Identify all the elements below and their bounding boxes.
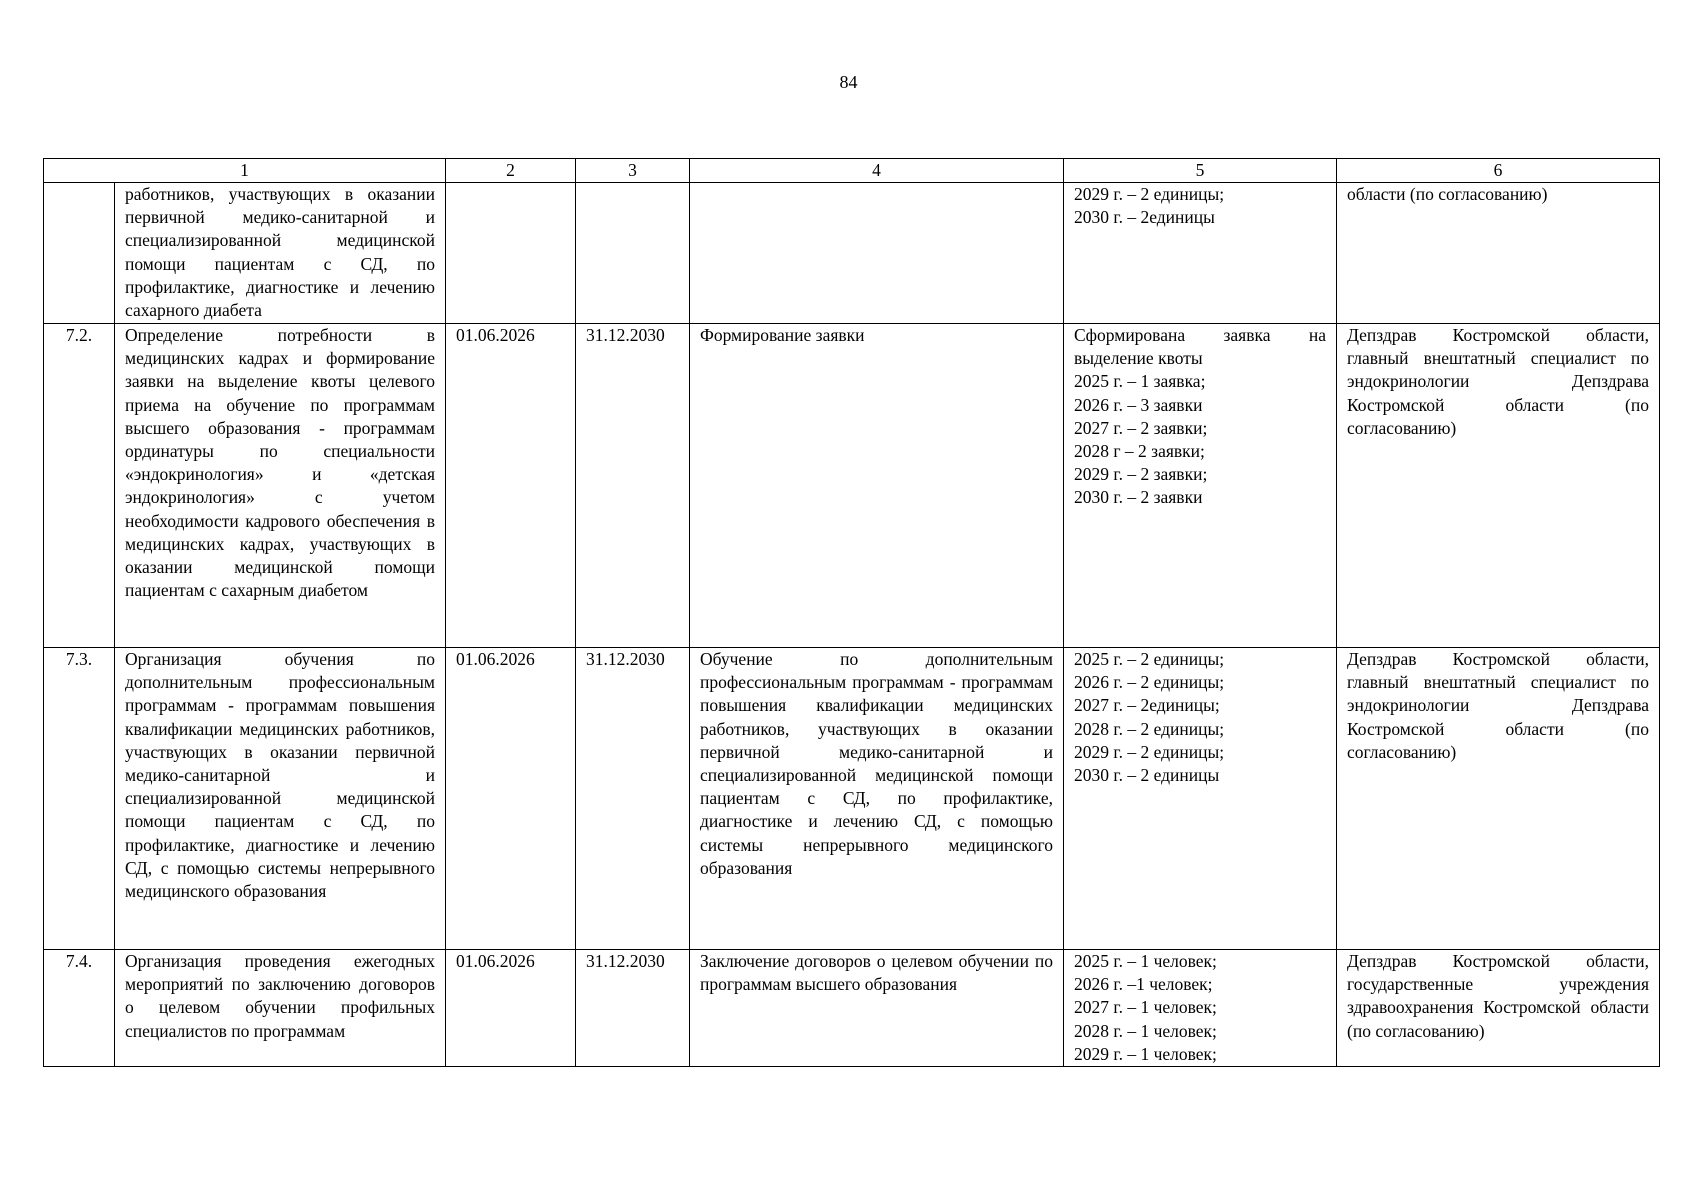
- indicator-line: 2028 г. – 2 единицы;: [1074, 718, 1225, 739]
- end-date-cell: 31.12.2030: [576, 950, 690, 1067]
- indicator-line: 2026 г. –1 человек;: [1074, 974, 1213, 995]
- table-row: [44, 183, 1660, 324]
- column-header-6: 6: [1337, 159, 1660, 183]
- result-cell: Формирование заявки: [690, 324, 1064, 648]
- plan-table: [43, 158, 1660, 1067]
- row-number: 7.3.: [44, 648, 115, 950]
- indicators-cell: [1064, 324, 1337, 648]
- start-date-cell: 01.06.2026: [446, 950, 576, 1067]
- end-date-cell: [576, 183, 690, 324]
- end-date-cell: 31.12.2030: [576, 324, 690, 648]
- row-number: 7.2.: [44, 324, 115, 648]
- column-header-1: 1: [44, 159, 446, 183]
- indicators-cell: [1064, 950, 1337, 1067]
- result-cell: Обучение по дополнительным профессиональным программам - программам повышения квалификации медицинских работников, участвующих в оказании первичной медико-санитарной и специализированной медицинской помощи пациентам с СД, по профилактике, диагностике и лечению СД, с помощью системы непрерывного медицинского образования: [690, 648, 1064, 950]
- column-header-4: 4: [690, 159, 1064, 183]
- column-header-3: 3: [576, 159, 690, 183]
- table-row: [44, 324, 1660, 648]
- table-row: [44, 648, 1660, 950]
- indicator-line: 2028 г. – 1 человек;: [1074, 1020, 1217, 1041]
- indicator-line: 2030 г. – 2единицы: [1074, 207, 1215, 228]
- indicator-line: 2025 г. – 2 единицы;: [1074, 649, 1225, 669]
- indicator-line: 2029 г. – 2 заявки;: [1074, 464, 1208, 485]
- column-header-2: 2: [446, 159, 576, 183]
- indicator-line: 2027 г. – 1 человек;: [1074, 997, 1217, 1018]
- indicator-line: 2025 г. – 1 заявка;: [1074, 371, 1206, 392]
- indicators-cell: [1064, 183, 1337, 324]
- result-cell: Заключение договоров о целевом обучении по программам высшего образования: [690, 950, 1064, 1067]
- start-date-cell: 01.06.2026: [446, 324, 576, 648]
- result-cell: [690, 183, 1064, 324]
- start-date-cell: 01.06.2026: [446, 648, 576, 950]
- table-row: [44, 950, 1660, 1067]
- indicator-line: 2029 г. – 1 человек;: [1074, 1043, 1217, 1064]
- indicator-line: 2027 г. – 2 заявки;: [1074, 417, 1208, 438]
- indicator-line: 2025 г. – 1 человек;: [1074, 951, 1217, 971]
- responsible-cell: Депздрав Костромской области, государственные учреждения здравоохранения Костромской области (по согласованию): [1337, 950, 1660, 1067]
- activity-cell: Организация обучения по дополнительным профессиональным программам - программам повышения квалификации медицинских работников, участвующих в оказании первичной медико-санитарной и специализированной медицинской помощи пациентам с СД, по профилактике, диагностике и лечению СД, с помощью системы непрерывного медицинского образования: [115, 648, 446, 950]
- indicator-line: 2027 г. – 2единицы;: [1074, 695, 1220, 716]
- indicator-line: 2029 г. – 2 единицы;: [1074, 184, 1225, 204]
- activity-cell: Определение потребности в медицинских кадрах и формирование заявки на выделение квоты целевого приема на обучение по программам высшего образования - программам ординатуры по специальности «эндокринология» и «детская эндокринология» с учетом необходимости кадрового обеспечения в медицинских кадрах, участвующих в оказании медицинской помощи пациентам с сахарным диабетом: [115, 324, 446, 648]
- indicators-cell: [1064, 648, 1337, 950]
- column-header-5: 5: [1064, 159, 1337, 183]
- page-number: 84: [839, 72, 858, 92]
- indicator-line: Сформирована заявка на выделение квоты: [1074, 325, 1326, 369]
- indicator-line: 2026 г. – 3 заявки: [1074, 394, 1203, 415]
- indicator-line: 2030 г. – 2 заявки: [1074, 487, 1203, 508]
- indicator-line: 2030 г. – 2 единицы: [1074, 765, 1220, 786]
- indicator-line: 2026 г. – 2 единицы;: [1074, 672, 1225, 693]
- end-date-cell: 31.12.2030: [576, 648, 690, 950]
- activity-cell: работников, участвующих в оказании первичной медико-санитарной и специализированной медицинской помощи пациентам с СД, по профилактике, диагностике и лечению сахарного диабета: [115, 183, 446, 324]
- indicator-line: 2029 г. – 2 единицы;: [1074, 741, 1225, 762]
- start-date-cell: [446, 183, 576, 324]
- row-number: 7.4.: [44, 950, 115, 1067]
- header-row: [44, 159, 1660, 183]
- activity-cell: Организация проведения ежегодных мероприятий по заключению договоров о целевом обучении профильных специалистов по программам: [115, 950, 446, 1067]
- row-number: [44, 183, 115, 324]
- responsible-cell: области (по согласованию): [1337, 183, 1660, 324]
- responsible-cell: Депздрав Костромской области, главный внештатный специалист по эндокринологии Депздрава Костромской области (по согласованию): [1337, 324, 1660, 648]
- responsible-cell: Депздрав Костромской области, главный внештатный специалист по эндокринологии Депздрава Костромской области (по согласованию): [1337, 648, 1660, 950]
- indicator-line: 2028 г – 2 заявки;: [1074, 441, 1205, 462]
